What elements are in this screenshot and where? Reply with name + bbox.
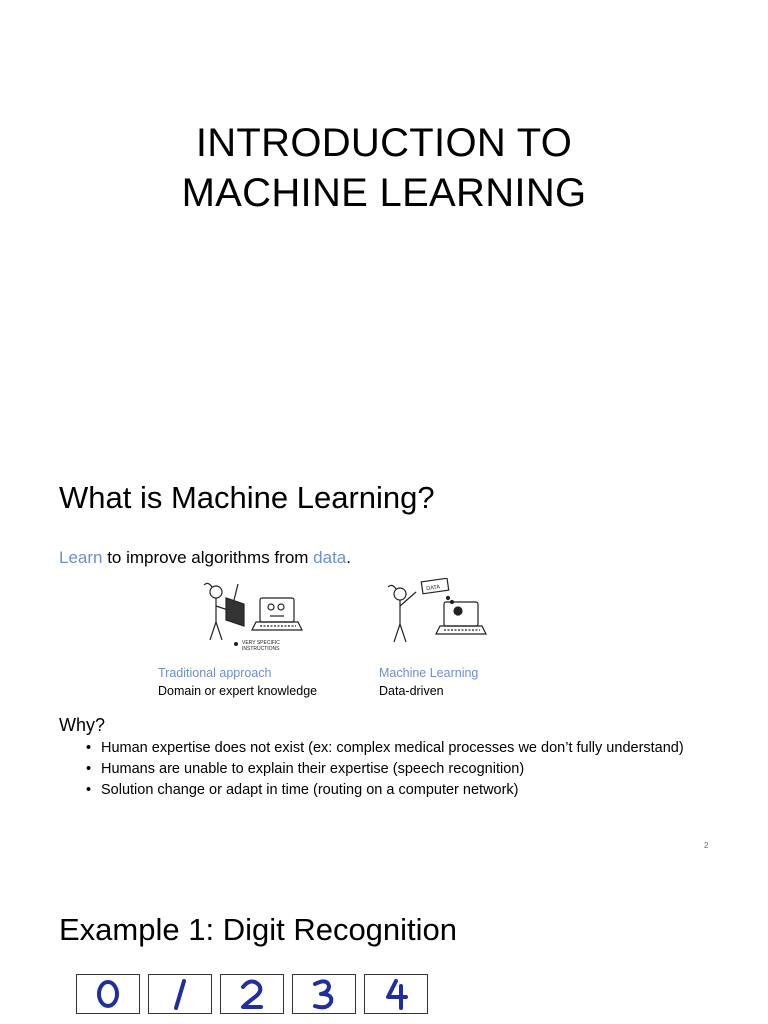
instructions-line-2: INSTRUCTIONS [242,646,280,652]
digit-3-image [292,974,356,1014]
list-item: • Human expertise does not exist (ex: complex medical processes we don’t fully understand) [86,739,686,757]
intro-sentence [59,547,351,569]
intro-middle: to improve algorithms from [102,548,314,567]
digit-0-image [76,974,140,1014]
reasons-list [86,739,686,802]
asterisk-icon [234,642,238,646]
ml-sub: Data-driven [379,684,444,698]
what-is-ml-slide [0,432,768,864]
traditional-approach-drawing [198,578,308,654]
title-slide [0,0,768,432]
traditional-heading: Traditional approach [158,666,272,680]
digit-samples [76,974,428,1014]
ml-heading: Machine Learning [379,666,479,680]
intro-data: data [313,548,347,567]
intro-end: . [346,548,351,567]
traditional-sub: Domain or expert knowledge [158,684,318,698]
slide-heading: What is Machine Learning? [59,480,435,515]
slide-title [0,118,768,218]
digit-4-image [364,974,428,1014]
list-item: • Humans are unable to explain their expertise (speech recognition) [86,760,686,778]
digit-2-image [220,974,284,1014]
instructions-line-1: VERY SPECIFIC [242,640,280,646]
ml-caption [379,664,478,700]
digit-recognition-slide [0,864,768,1024]
title-line-1: INTRODUCTION TO [195,121,573,165]
page-number: 2 [704,841,709,850]
machine-learning-drawing [382,578,492,654]
list-item: • Solution change or adapt in time (routing on a computer network) [86,781,686,799]
digit-1-image [148,974,212,1014]
why-heading: Why? [59,715,106,735]
slide-heading: Example 1: Digit Recognition [59,912,458,947]
title-line-2: MACHINE LEARNING [181,171,587,215]
intro-learn: Learn [59,548,103,567]
data-sign-label: DATA [425,584,441,593]
traditional-caption [158,664,317,700]
